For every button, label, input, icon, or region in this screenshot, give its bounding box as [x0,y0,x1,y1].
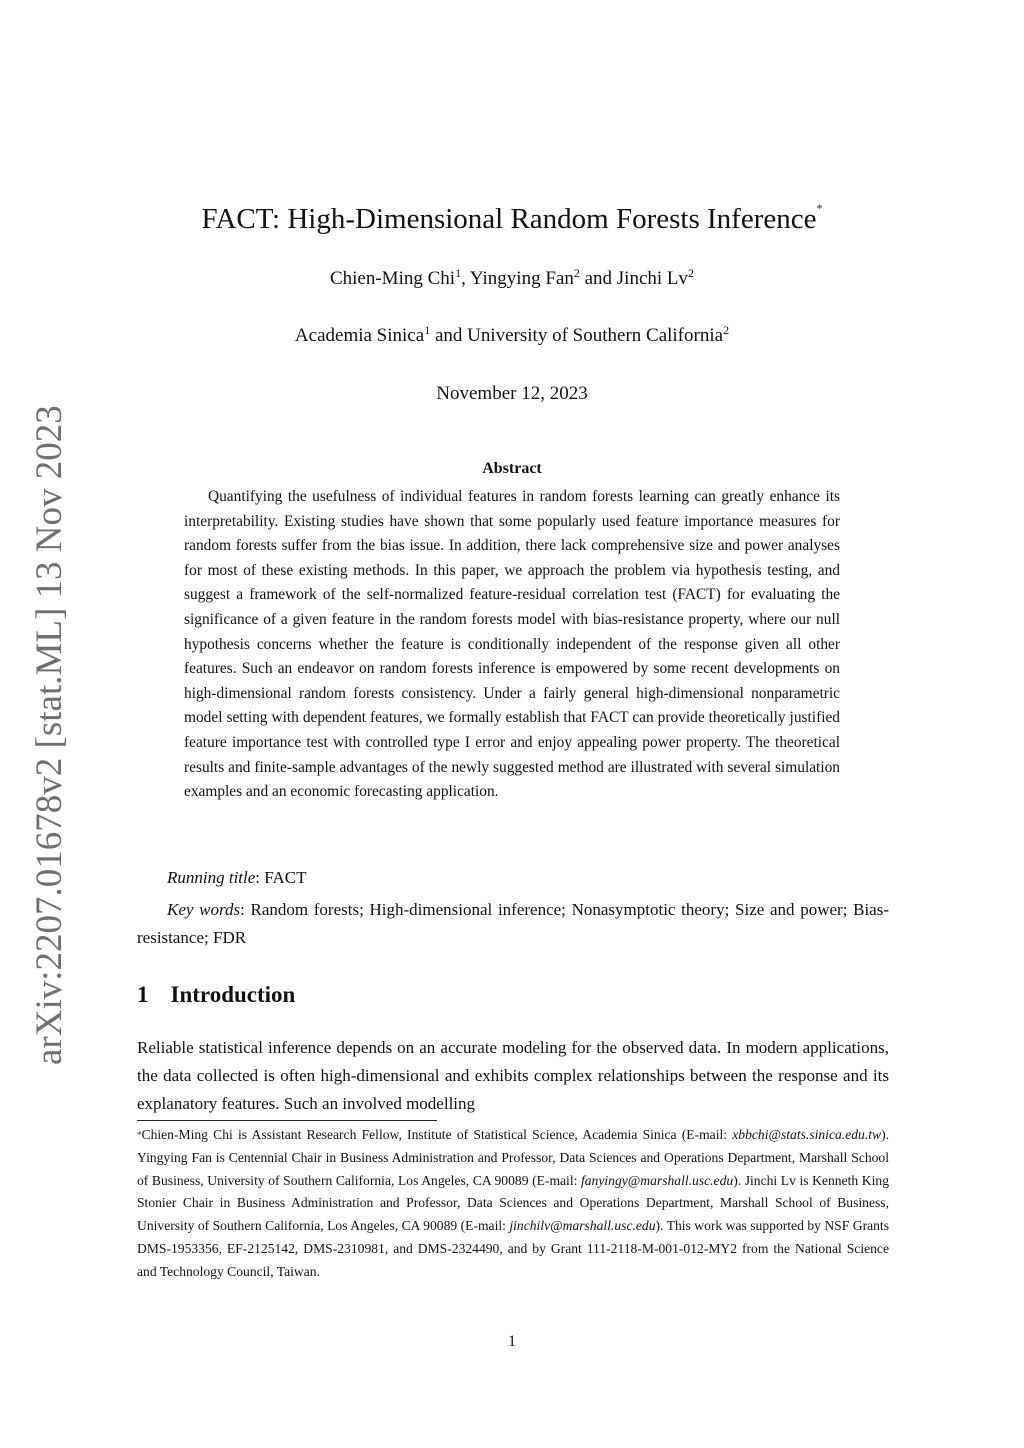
affiliation-mark: 1 [424,323,431,337]
author-name: Jinchi Lv [616,268,689,289]
page-number: 1 [508,1333,516,1350]
affiliation-mark: 1 [455,266,462,280]
key-words-label: Key words [167,900,241,919]
affiliation-separator: and [430,325,468,346]
running-title-value: : FACT [255,868,307,887]
footnote [137,1124,889,1284]
author-separator: , [461,268,470,289]
section-title: Introduction [170,982,296,1007]
section-number: 1 [137,982,149,1007]
key-words-value: : Random forests; High-dimensional inference; Nonasymptotic theory; Size and power; Bias-resistance; FDR [137,900,889,947]
footnote-divider [137,1120,437,1121]
footnote-email: fanyingy@marshall.usc.edu [580,1172,734,1188]
affiliation-mark: 2 [723,323,730,337]
section-heading [137,982,295,1008]
arxiv-identifier: arXiv:2207.01678v2 [stat.ML] 13 Nov 2023 [29,405,70,1065]
running-title-label: Running title [167,868,256,887]
abstract-heading: Abstract [482,460,542,477]
introduction-paragraph: Reliable statistical inference depends on an accurate modeling for the observed data. In modern applications, the data collected is often high-dimensional and exhibits complex relationships between the response and its explanatory features. Such an involved modelling [137,1038,889,1113]
affiliation-name: University of Southern California [467,325,724,346]
footnote-mark: * [137,1130,142,1140]
key-words [137,896,889,952]
author-name: Yingying Fan [469,268,574,289]
footnote-text: ). This work was supported by NSF Grants DMS-1953356, EF-2125142, DMS-2310981, and DMS-2324490, and by Grant 111-2118-M-001-012-MY2 from the National Science and Technology Council, Taiwan. [137,1218,889,1279]
publication-date: November 12, 2023 [436,383,588,404]
footnote-text: ). Jinchi Lv is Kenneth King Stonier Chair in Business Administration and Professor, Data Sciences and Operations Department, Marshall School of Business, University of Southern California, Los Angeles, CA 90089 (E-mail: [137,1172,889,1234]
affiliation-list [0,325,1024,347]
author-separator: and [579,268,617,289]
affiliation-mark: 2 [688,266,695,280]
footnote-text: ). Yingying Fan is Centennial Chair in Business Administration and Professor, Data Sciences and Operations Department, Marshall School of Business, University of Southern California, Los Angeles, CA 90089 (E-mail: [137,1127,889,1188]
affiliation-mark: 2 [573,266,580,280]
running-title [137,868,889,888]
footnote-text: Chien-Ming Chi is Assistant Research Fellow, Institute of Statistical Science, Academia Sinica (E-mail: [141,1127,733,1142]
footnote-email: xbbchi@stats.sinica.edu.tw [732,1127,882,1142]
author-list [0,268,1024,290]
title-footnote-mark: * [816,201,823,215]
paper-title [0,203,1024,236]
paper-title-text: FACT: High-Dimensional Random Forests Inference [201,203,817,235]
affiliation-name: Academia Sinica [294,325,425,346]
author-name: Chien-Ming Chi [329,268,456,289]
footnote-email: jinchilv@marshall.usc.edu [509,1218,656,1234]
abstract-body: Quantifying the usefulness of individual features in random forests learning can greatly enhance its interpretability. Existing studies have shown that some popularly used feature importance measures for random forests suffer from the bias issue. In addition, there lack comprehensive size and power analyses for most of these existing methods. In this paper, we approach the problem via hypothesis testing, and suggest a framework of the self-normalized feature-residual correlation test (FACT) for evaluating the significance of a given feature in the random forests model with bias-resistance property, where our null hypothesis concerns whether the feature is conditionally independent of the response given all other features. Such an endeavor on random forests inference is empowered by some recent developments on high-dimensional random forests consistency. Under a fairly general high-dimensional nonparametric model setting with dependent features, we formally establish that FACT can provide theoretically justified feature importance test with controlled type I error and enjoy appealing power property. The theoretical results and finite-sample advantages of the newly suggested method are illustrated with several simulation examples and an economic forecasting application. [184,488,840,801]
